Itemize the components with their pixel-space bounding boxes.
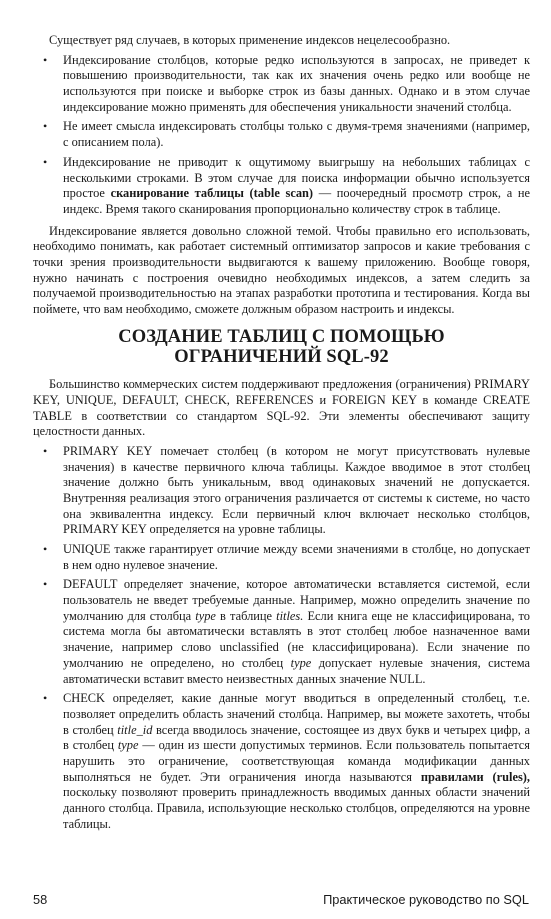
page-body (33, 33, 530, 838)
list-item-text: Индексирование столбцов, которые редко используются в запросах, не приведет к повышению производительности, так как их значения очень редко или вообще не используются при поиске и выборке строк из базы данных. Однако и в этом случае индексирование можно применять для обеспечения уникальности значений столбца. (63, 52, 530, 114)
list-item (33, 155, 530, 218)
running-title: Практическое руководство по SQL (323, 892, 529, 907)
section-heading-line1: СОЗДАНИЕ ТАБЛИЦ С ПОМОЩЬЮ (118, 326, 445, 347)
bullet-icon: • (43, 577, 48, 592)
list-item-unique (33, 542, 530, 573)
intro-paragraph: Существует ряд случаев, в которых применение индексов нецелесообразно. (49, 33, 451, 47)
text-part: поскольку позволяют проверить принадлежность вводимых данных области значений данного столбца. Правила, использующие несколько столбцов, определяются на уровне таблицы. (63, 785, 530, 831)
bullet-icon: • (43, 52, 48, 67)
text-part: всегда вводилось значение, состоящее из двух букв и четырех цифр, а в столбец (63, 722, 530, 753)
list-item (33, 119, 530, 150)
bullet-icon: • (43, 691, 48, 706)
code-term: type (290, 655, 312, 670)
text-part: CHECK определяет, какие данные могут вводиться в определенный столбец, т.е. позволяет определить область значений столбца. Например, вы можете захотеть, чтобы в столбец (63, 691, 530, 737)
code-term: type (117, 738, 139, 753)
list-item-text: Не имеет смысла индексировать столбцы только с двумя-тремя значениями (например, с описанием пола). (63, 119, 530, 150)
text-part: допускает нулевые значения, система автоматически вставит вместо неизвестных данных значение NULL. (63, 655, 530, 686)
indexing-paragraph: Индексирование является довольно сложной темой. Чтобы правильно его использовать, необходимо понимать, как работает системный оптимизатор запросов и какие требования с точки зрения производительности выдвигаются к вашему приложению. Вообще говоря, нужно начинать с построения очевидно необходимых индексов, а затем следить за получаемой производительностью на этапах разработки прототипа и тестирования. Когда вы поймете, что вам необходимо, сможете должным образом настроить и индексы. (33, 223, 530, 316)
bullet-icon: • (43, 119, 48, 134)
code-term: title_id (117, 722, 153, 737)
constraints-list (33, 444, 530, 833)
rules-term: правилами (rules), (420, 769, 530, 784)
text-part: DEFAULT определяет значение, которое автоматически вставляется системой, если пользователь не введет требуемые данные. Например, можно определить значение по умолчанию для столбца (63, 577, 530, 623)
section-heading-line2: ОГРАНИЧЕНИЙ SQL-92 (174, 347, 389, 368)
list-item-text-pre: Индексирование не приводит к ощутимому выигрышу на небольших таблицах с несколькими строками. В этом случае для поиска информации обычно используется простое (63, 154, 530, 201)
list-item-text: UNIQUE также гарантирует отличие между всеми значениями в столбце, но допускает в нем одно нулевое значение. (63, 542, 530, 572)
code-term: type (195, 608, 216, 623)
list-item-primary-key (33, 444, 530, 538)
list-item (33, 53, 530, 116)
index-cases-list (33, 53, 530, 218)
bullet-icon: • (43, 443, 48, 458)
page-number: 58 (33, 892, 48, 907)
section-heading (33, 327, 530, 368)
text-part: — один из шести допустимых терминов. Если пользователь попытается нарушить это ограничение, соответствующая команда модификации данных выполняться не будет. Эти ограничения иногда называются (63, 738, 530, 784)
list-item-check (33, 691, 530, 832)
bullet-icon: • (43, 154, 48, 169)
constraints-paragraph: Большинство коммерческих систем поддерживают предложения (ограничения) PRIMARY KEY, UNIQUE, DEFAULT, CHECK, REFERENCES и FOREIGN KEY в команде CREATE TABLE в соответствии со стандартом SQL-92. Эти элементы обеспечивают защиту целостности данных. (33, 377, 530, 439)
text-part: в таблице (215, 608, 277, 623)
table-scan-term: сканирование таблицы (table scan) (110, 186, 314, 201)
bullet-icon: • (43, 542, 48, 556)
list-item-text-post: — поочередный просмотр строк, а не индекс. Время такого сканирования пропорционально количеству строк в таблице. (63, 186, 531, 216)
list-item-default (33, 577, 530, 687)
text-part: Если книга еще не классифицирована, то система могла бы автоматически вставлять в этот столбец любое назначенное вами значение, например слово unclassified (не классифицирована). Если значение по умолчанию не определено, но столбец (63, 608, 531, 670)
code-term: titles. (276, 608, 304, 623)
list-item-text: PRIMARY KEY помечает столбец (в котором не могут присутствовать нулевые значения) в качестве первичного ключа таблицы. Каждое вводимое в этот столбец значение должно быть уникальным, ввод одинаковых значений не допускается. Внутренняя реализация этого ограничения различается от системы к системе, но часто она эквивалентна индексу. Если первичный ключ включает несколько столбцов, PRIMARY KEY определяется на уровне таблицы. (63, 443, 530, 537)
